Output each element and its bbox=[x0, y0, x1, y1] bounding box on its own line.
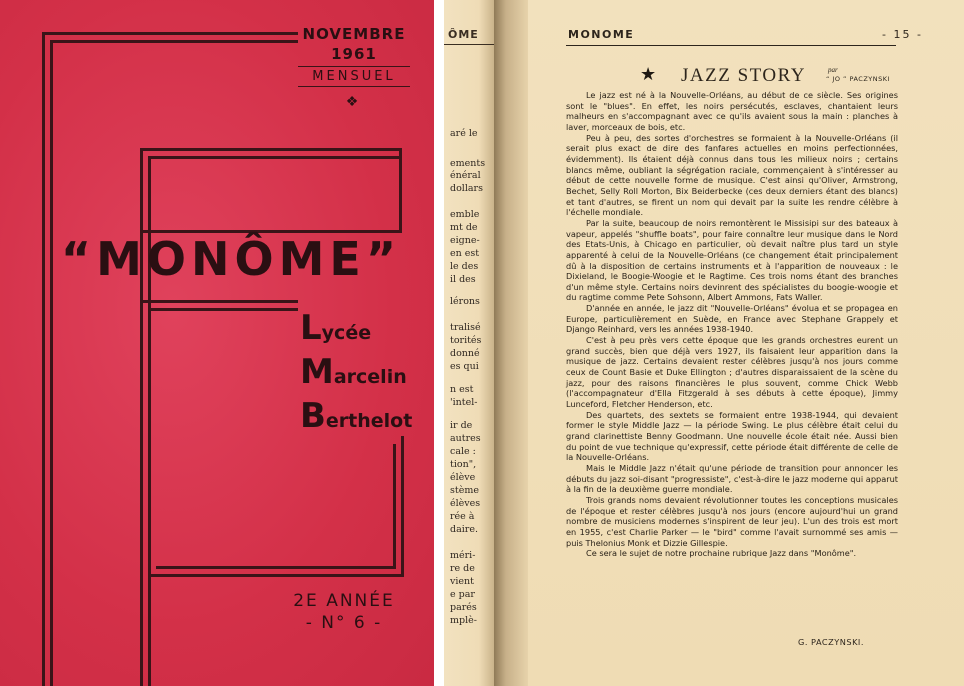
text-fragment: lérons bbox=[450, 296, 480, 307]
page-header-title: MONOME bbox=[568, 28, 635, 41]
article-paragraph: D'année en année, le jazz dit "Nouvelle-Orléans" évolua et se propagea en Europe, particulièrement en Suède, en France avec Stephane Grappely et Django Reinhard, vers les années 1938-1940. bbox=[566, 303, 898, 335]
frame-line bbox=[399, 148, 402, 230]
frame-line bbox=[140, 148, 143, 686]
frame-line bbox=[140, 300, 298, 303]
frame-line bbox=[156, 566, 396, 569]
school-word: ycée bbox=[321, 322, 372, 344]
school-word: erthelot bbox=[325, 410, 413, 432]
cover-month: NOVEMBRE bbox=[302, 25, 406, 43]
page-number: - 15 - bbox=[882, 28, 923, 41]
text-fragment: ir de bbox=[450, 420, 473, 431]
text-fragment: le des bbox=[450, 261, 479, 272]
text-fragment: e par bbox=[450, 589, 475, 600]
text-fragment: daire. bbox=[450, 524, 478, 535]
text-fragment: vient bbox=[450, 576, 474, 587]
text-fragment: en est bbox=[450, 248, 480, 259]
frame-line bbox=[50, 40, 298, 43]
byline-par: par bbox=[828, 66, 838, 74]
frame-line bbox=[393, 444, 396, 568]
diamond-ornament-icon: ❖ bbox=[345, 93, 359, 109]
text-fragment: parés bbox=[450, 602, 477, 613]
text-fragment: dollars bbox=[450, 183, 483, 194]
text-fragment: stème bbox=[450, 485, 479, 496]
text-fragment: tralisé bbox=[450, 322, 481, 333]
page-gutter bbox=[494, 0, 528, 686]
text-fragment: eigne- bbox=[450, 235, 480, 246]
header-rule bbox=[566, 45, 896, 46]
article-paragraph: Des quartets, des sextets se formaient entre 1938-1944, qui devaient former le style Middle Jazz — la période Swing. Le plus célèbre était celui du grand clarinettiste Benny Goodmann. Une nouvelle école était née. Aussi bien du point de vue technique qu'expressif, cette période était différente de celle de la Nouvelle-Orléans. bbox=[566, 409, 898, 463]
text-fragment: tion", bbox=[450, 459, 477, 470]
partial-page bbox=[444, 0, 494, 686]
school-line-lycee bbox=[300, 308, 371, 348]
cover-year: 1961 bbox=[331, 45, 377, 63]
article-page bbox=[528, 0, 964, 686]
article-title: JAZZ STORY bbox=[681, 65, 806, 86]
frame-line bbox=[148, 156, 402, 159]
text-fragment: donné bbox=[450, 348, 480, 359]
text-fragment: autres bbox=[450, 433, 481, 444]
frame-line bbox=[50, 40, 53, 686]
text-fragment: emble bbox=[450, 209, 480, 220]
text-fragment: mplè- bbox=[450, 615, 477, 626]
text-fragment: ements bbox=[450, 158, 486, 169]
cover-title: “MONÔME” bbox=[60, 232, 402, 286]
frame-line bbox=[140, 148, 402, 151]
cover-frequency: MENSUEL bbox=[298, 66, 410, 87]
article-signature: G. PACZYNSKI. bbox=[798, 637, 864, 647]
article-paragraph: Peu à peu, des sortes d'orchestres se formaient à la Nouvelle-Orléans (il serait plus exact de dire des fanfares actuelles en moins perfectionnées, évidemment). Ils étaient déjà connus dans tous les milieux noirs ; certains blancs même, oubliant la ségrégation raciale, commençaient à s'intéresser au début de cette nouvelle forme de musique. C'est ainsi qu'Oliver, Armstrong, Bechet, Selly Roll Morton, Bix Beiderbecke (ces deux derniers étant des blancs) et tant d'autres, se firent un nom qui devait par la suite les rendre célèbre à l'échelle mondiale. bbox=[566, 132, 898, 218]
text-fragment: aré le bbox=[450, 128, 478, 139]
school-initial: M bbox=[300, 352, 334, 392]
cover-issue-number: - N° 6 - bbox=[305, 613, 383, 633]
frame-line bbox=[42, 32, 45, 686]
school-initial: B bbox=[300, 396, 326, 436]
school-line-marcelin bbox=[300, 352, 407, 392]
article-paragraph: Par la suite, beaucoup de noirs remontèrent le Missisipi sur des bateaux à vapeur, appelés "shuffle boats", pour faire connaître leur musique dans le Nord des Etats-Unis, à Chicago en particulier, où devait naître plus tard un style apparenté à celui de la Nouvelle-Orléans (ce changement était principalement dû à la disposition de certains instruments et à l'apparition de nouveaux : le Dixieland, le Boogie-Woogie et le Ragtime. Ces trois noms étant des branches d'un même style. Certains noirs devinrent des spécialistes du boogie-woogie et du ragtime comme Pete Sohsonn, Albert Ammons, Fats Waller. bbox=[566, 217, 898, 303]
cover-issue bbox=[284, 590, 404, 634]
byline-name: “ JO ” PACZYNSKI bbox=[826, 75, 890, 83]
magazine-cover bbox=[0, 0, 434, 686]
article-paragraph: C'est à peu près vers cette époque que les grands orchestres eurent un grand succès, bien que déjà vers 1927, ils faisaient leur apparition dans la musique de jazz. Certains devaient rester célèbres jusqu'à nos jours comme ceux de Count Basie et Duke Ellington ; d'autres disparaissaient de la scène du jazz, pour des raisons financières le plus souvent, comme Chick Webb (l'accompagnateur d'Ella Fitzgerald à ses débuts à cette époque), Jimmy Lunceford, Fletcher Henderson, etc. bbox=[566, 335, 898, 410]
header-rule bbox=[444, 44, 494, 45]
frame-line bbox=[148, 574, 404, 577]
text-fragment: cale : bbox=[450, 446, 476, 457]
frame-line bbox=[148, 308, 298, 311]
text-fragment: 'intel- bbox=[450, 397, 478, 408]
cover-date bbox=[296, 24, 412, 64]
article-paragraph: Le jazz est né à la Nouvelle-Orléans, au début de ce siècle. Ses origines sont le "blues". En effet, les noirs persécutés, esclaves, chantaient leurs malheurs en s'accompagnant avec ce qu'ils avaient sous la main : planches à laver, morceaux de bois, etc. bbox=[566, 90, 898, 132]
star-icon: ★ bbox=[640, 64, 657, 84]
gap bbox=[434, 0, 444, 686]
article-paragraph: Mais le Middle Jazz n'était qu'une période de transition pour annoncer les débuts du jazz soi-disant "progressiste", c'est-à-dire le jazz moderne qui apparut à la fin de la deuxième guerre mondiale. bbox=[566, 462, 898, 495]
article-body bbox=[566, 90, 898, 559]
school-word: arcelin bbox=[333, 366, 407, 388]
cover-year-label: 2E ANNÉE bbox=[293, 591, 395, 611]
text-fragment: es qui bbox=[450, 361, 479, 372]
school-initial: L bbox=[300, 308, 322, 348]
article-paragraph: Ce sera le sujet de notre prochaine rubrique Jazz dans "Monôme". bbox=[586, 548, 857, 559]
text-fragment: rée à bbox=[450, 511, 475, 522]
text-fragment: n est bbox=[450, 384, 474, 395]
text-fragment: élève bbox=[450, 472, 476, 483]
partial-page-header: ÔME bbox=[448, 28, 479, 41]
text-fragment: il des bbox=[450, 274, 476, 285]
frame-line bbox=[42, 32, 298, 35]
text-fragment: élèves bbox=[450, 498, 481, 509]
text-fragment: mt de bbox=[450, 222, 478, 233]
text-fragment: méri- bbox=[450, 550, 476, 561]
text-fragment: re de bbox=[450, 563, 475, 574]
text-fragment: torités bbox=[450, 335, 482, 346]
school-line-berthelot bbox=[300, 396, 412, 436]
frame-line bbox=[401, 436, 404, 576]
article-paragraph: Trois grands noms devaient révolutionner toutes les conceptions musicales de l'époque et rester célèbres jusqu'à nos jours (encore aujourd'hui un grand nombre de musiciens modernes s'inspirent de leur jeu). L'un des trois est mort en 1955, c'est Charlie Parker — le "bird" comme l'avait surnommé ses amis — puis Thelonius Monk et Dizzie Gillespie. bbox=[566, 494, 898, 548]
text-fragment: énéral bbox=[450, 170, 481, 181]
